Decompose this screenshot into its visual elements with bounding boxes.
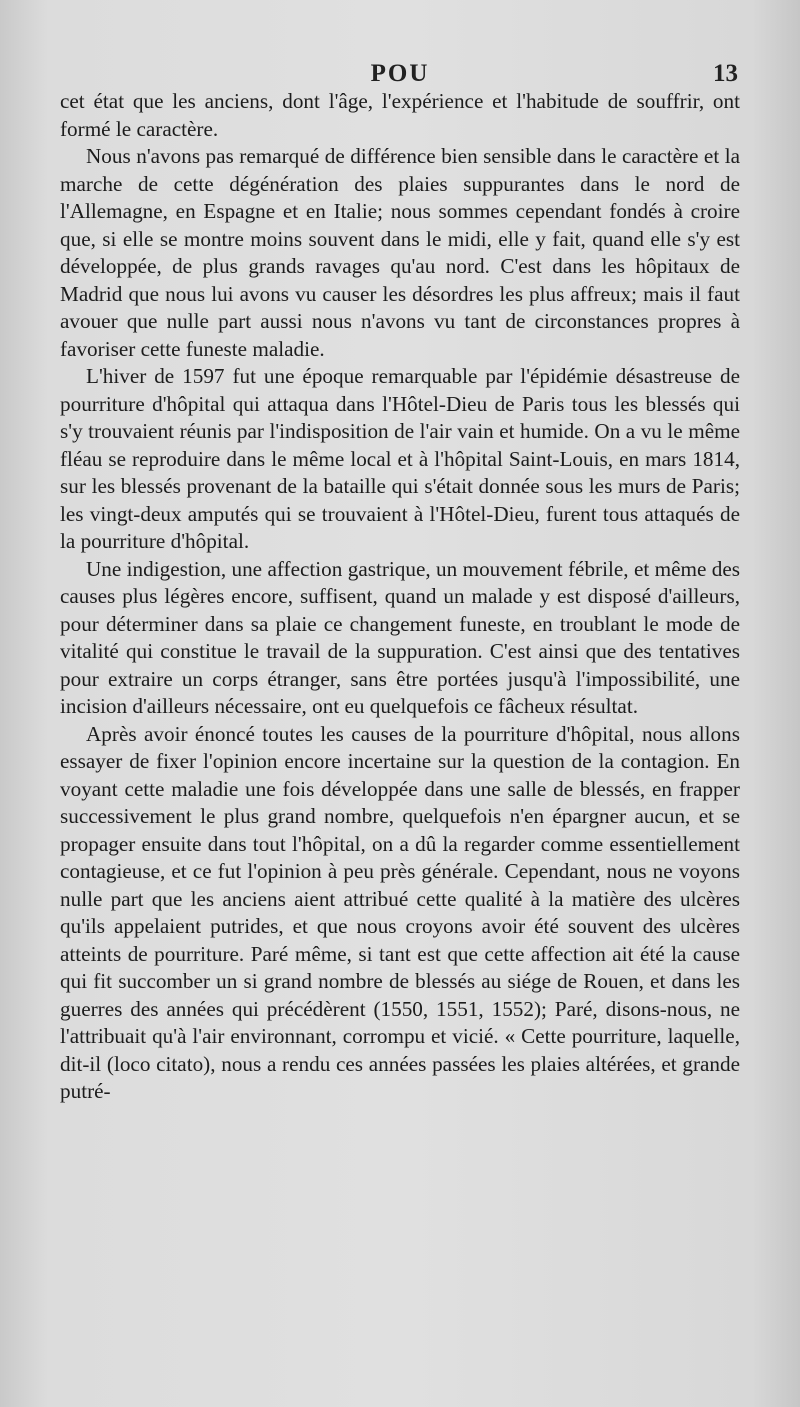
paragraph-3: L'hiver de 1597 fut une époque remarquable par l'épidémie désastreuse de pourriture d'hôpital qui attaqua dans l'Hôtel-Dieu de Paris tous les blessés qui s'y trouvaient réunis par l'indisposition de l'air vain et humide. On a vu le même fléau se reproduire dans le même local et à l'hôpital Saint-Louis, en mars 1814, sur les blessés provenant de la bataille qui s'était donnée sous les murs de Paris; les vingt-deux amputés qui se trouvaient à l'Hôtel-Dieu, furent tous attaqués de la pourriture d'hôpital. xyxy=(60,364,740,553)
paragraph-2: Nous n'avons pas remarqué de différence bien sensible dans le caractère et la marche de cette dégénération des plaies suppurantes dans le nord de l'Allemagne, en Espagne et en Italie; nous sommes cependant fondés à croire que, si elle se montre moins souvent dans le midi, elle y fait, quand elle s'y est développée, de plus grands ravages qu'au nord. C'est dans les hôpitaux de Madrid que nous lui avons vu causer les désordres les plus affreux; mais il faut avouer que nulle part aussi nous n'avons vu tant de circonstances propres à favoriser cette funeste maladie. xyxy=(60,144,740,361)
running-title: POU xyxy=(370,60,430,87)
page-number: 13 xyxy=(713,60,738,87)
body-text xyxy=(60,88,740,1106)
paragraph-5: Après avoir énoncé toutes les causes de la pourriture d'hôpital, nous allons essayer de fixer l'opinion encore incertaine sur la question de la contagion. En voyant cette maladie une fois développée dans une salle de blessés, en frapper successivement le plus grand nombre, quelquefois n'en épargner aucun, et se propager ensuite dans tout l'hôpital, on a dû la regarder comme essentiellement contagieuse, et ce fut l'opinion à peu près générale. Cependant, nous ne voyons nulle part que les anciens aient attribué cette qualité à la matière des ulcères qu'ils appelaient putrides, et que nous croyons avoir été souvent des ulcères atteints de pourriture. Paré même, si tant est que cette affection ait été la cause qui fit succomber un si grand nombre de blessés au siége de Rouen, et dans les guerres des années qui précédèrent (1550, 1551, 1552); Paré, disons-nous, ne l'attribuait qu'à l'air environnant, corrompu et vicié. « Cette pourriture, laquelle, dit-il (loco citato), nous a rendu ces années passées les plaies altérées, et grande putré- xyxy=(60,721,740,1103)
paragraph-1: cet état que les anciens, dont l'âge, l'expérience et l'habitude de souffrir, ont formé le caractère. xyxy=(60,89,740,141)
paragraph-4: Une indigestion, une affection gastrique, un mouvement fébrile, et même des causes plus légères encore, suffisent, quand un malade y est disposé d'ailleurs, pour déterminer dans sa plaie ce changement funeste, en troublant le mode de vitalité qui constitue le travail de la suppuration. C'est ainsi que des tentatives pour extraire un corps étranger, sans être portées jusqu'à l'impossibilité, une incision d'ailleurs nécessaire, ont eu quelquefois ce fâcheux résultat. xyxy=(60,556,740,718)
